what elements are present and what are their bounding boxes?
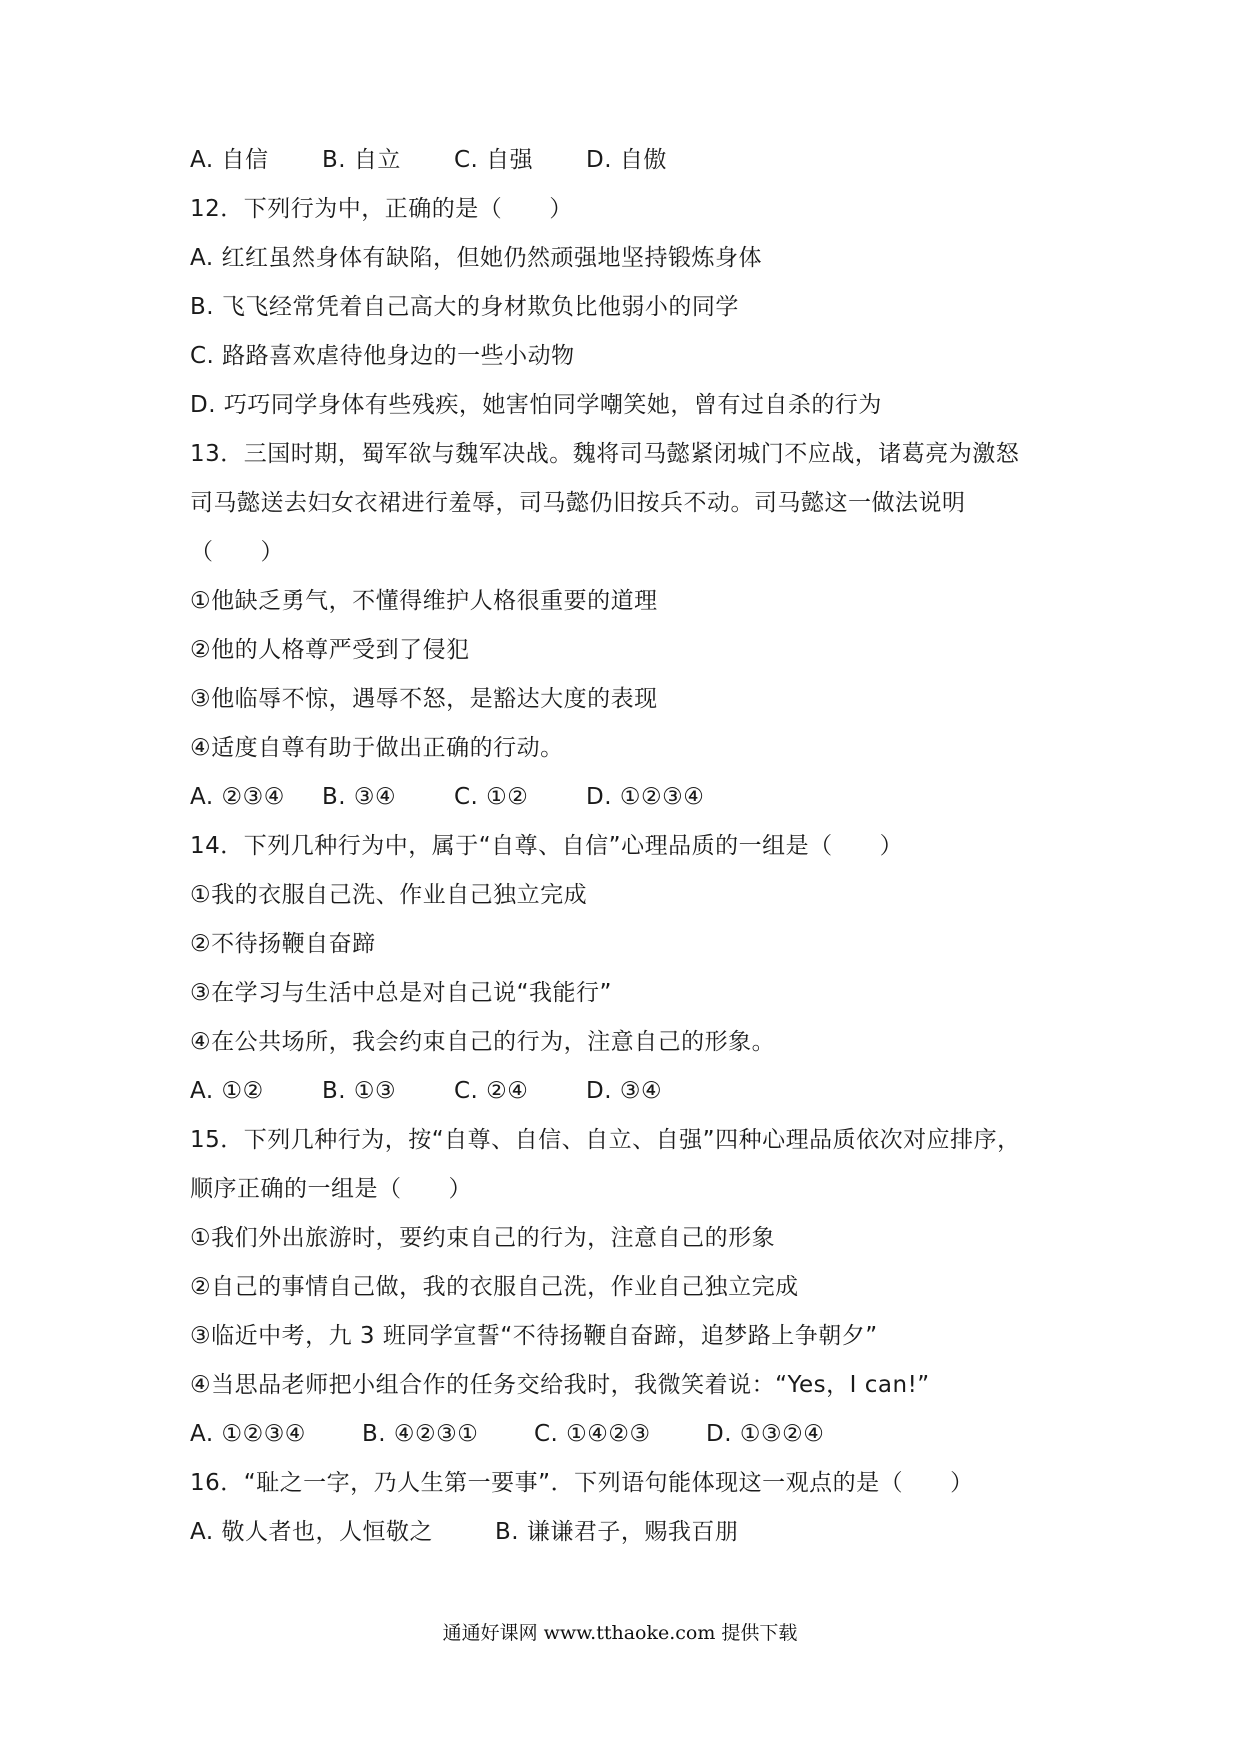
q15-option-a: A. ①②③④ xyxy=(190,1421,306,1447)
q15-statement-3: ③临近中考，九 3 班同学宣誓“不待扬鞭自奋蹄，追梦路上争朝夕” xyxy=(190,1323,878,1349)
q16-stem: 16．“耻之一字，乃人生第一要事”．下列语句能体现这一观点的是（ ） xyxy=(190,1470,974,1496)
q11-option-d: D. 自傲 xyxy=(586,147,667,173)
q11-option-b: B. 自立 xyxy=(322,147,401,173)
footer-credit: 通通好课网 www.tthaoke.com 提供下载 xyxy=(442,1622,798,1644)
q14-statement-3: ③在学习与生活中总是对自己说“我能行” xyxy=(190,980,612,1006)
q13-option-c: C. ①② xyxy=(454,784,529,810)
q15-statement-1: ①我们外出旅游时，要约束自己的行为，注意自己的形象 xyxy=(190,1225,776,1251)
q15-options xyxy=(190,1419,824,1449)
q14-options xyxy=(190,1076,662,1106)
q13-stem-line3: （ ） xyxy=(190,539,284,565)
q11-options xyxy=(190,145,667,175)
q14-option-a: A. ①② xyxy=(190,1078,264,1104)
q15-statement-4: ④当思品老师把小组合作的任务交给我时，我微笑着说：“Yes，I can!” xyxy=(190,1372,930,1398)
q15-stem-line1: 15．下列几种行为，按“自尊、自信、自立、自强”四种心理品质依次对应排序， xyxy=(190,1127,1021,1153)
q13-statement-4: ④适度自尊有助于做出正确的行动。 xyxy=(190,735,564,761)
q13-options xyxy=(190,782,704,812)
q12-option-b: B. 飞飞经常凭着自己高大的身材欺负比他弱小的同学 xyxy=(190,294,739,320)
q12-option-c: C. 路路喜欢虐待他身边的一些小动物 xyxy=(190,343,575,369)
q13-stem-line2: 司马懿送去妇女衣裙进行羞辱，司马懿仍旧按兵不动。司马懿这一做法说明 xyxy=(190,490,966,516)
q13-statement-1: ①他缺乏勇气，不懂得维护人格很重要的道理 xyxy=(190,588,658,614)
q16-option-b: B. 谦谦君子，赐我百朋 xyxy=(495,1519,739,1545)
q16-options xyxy=(190,1517,738,1547)
q15-option-d: D. ①③②④ xyxy=(706,1421,825,1447)
q12-option-a: A. 红红虽然身体有缺陷，但她仍然顽强地坚持锻炼身体 xyxy=(190,245,762,271)
q15-option-c: C. ①④②③ xyxy=(534,1421,651,1447)
q15-stem-line2: 顺序正确的一组是（ ） xyxy=(190,1176,472,1202)
q14-stem: 14．下列几种行为中，属于“自尊、自信”心理品质的一组是（ ） xyxy=(190,833,904,859)
q14-option-b: B. ①③ xyxy=(322,1078,397,1104)
q12-stem: 12．下列行为中，正确的是（ ） xyxy=(190,196,573,222)
q11-option-c: C. 自强 xyxy=(454,147,534,173)
q13-option-b: B. ③④ xyxy=(322,784,397,810)
q15-option-b: B. ④②③① xyxy=(362,1421,479,1447)
q14-statement-4: ④在公共场所，我会约束自己的行为，注意自己的形象。 xyxy=(190,1029,776,1055)
q13-option-a: A. ②③④ xyxy=(190,784,285,810)
q14-option-d: D. ③④ xyxy=(586,1078,663,1104)
q16-option-a: A. 敬人者也，人恒敬之 xyxy=(190,1519,433,1545)
q14-statement-1: ①我的衣服自己洗、作业自己独立完成 xyxy=(190,882,588,908)
q14-statement-2: ②不待扬鞭自奋蹄 xyxy=(190,931,376,957)
q13-statement-3: ③他临辱不惊，遇辱不怒，是豁达大度的表现 xyxy=(190,686,658,712)
q12-option-d: D. 巧巧同学身体有些残疾，她害怕同学嘲笑她，曾有过自杀的行为 xyxy=(190,392,882,418)
q11-option-a: A. 自信 xyxy=(190,147,269,173)
q13-statement-2: ②他的人格尊严受到了侵犯 xyxy=(190,637,470,663)
q14-option-c: C. ②④ xyxy=(454,1078,529,1104)
q13-stem-line1: 13．三国时期，蜀军欲与魏军决战。魏将司马懿紧闭城门不应战，诸葛亮为激怒 xyxy=(190,441,1020,467)
q13-option-d: D. ①②③④ xyxy=(586,784,705,810)
q15-statement-2: ②自己的事情自己做，我的衣服自己洗，作业自己独立完成 xyxy=(190,1274,799,1300)
